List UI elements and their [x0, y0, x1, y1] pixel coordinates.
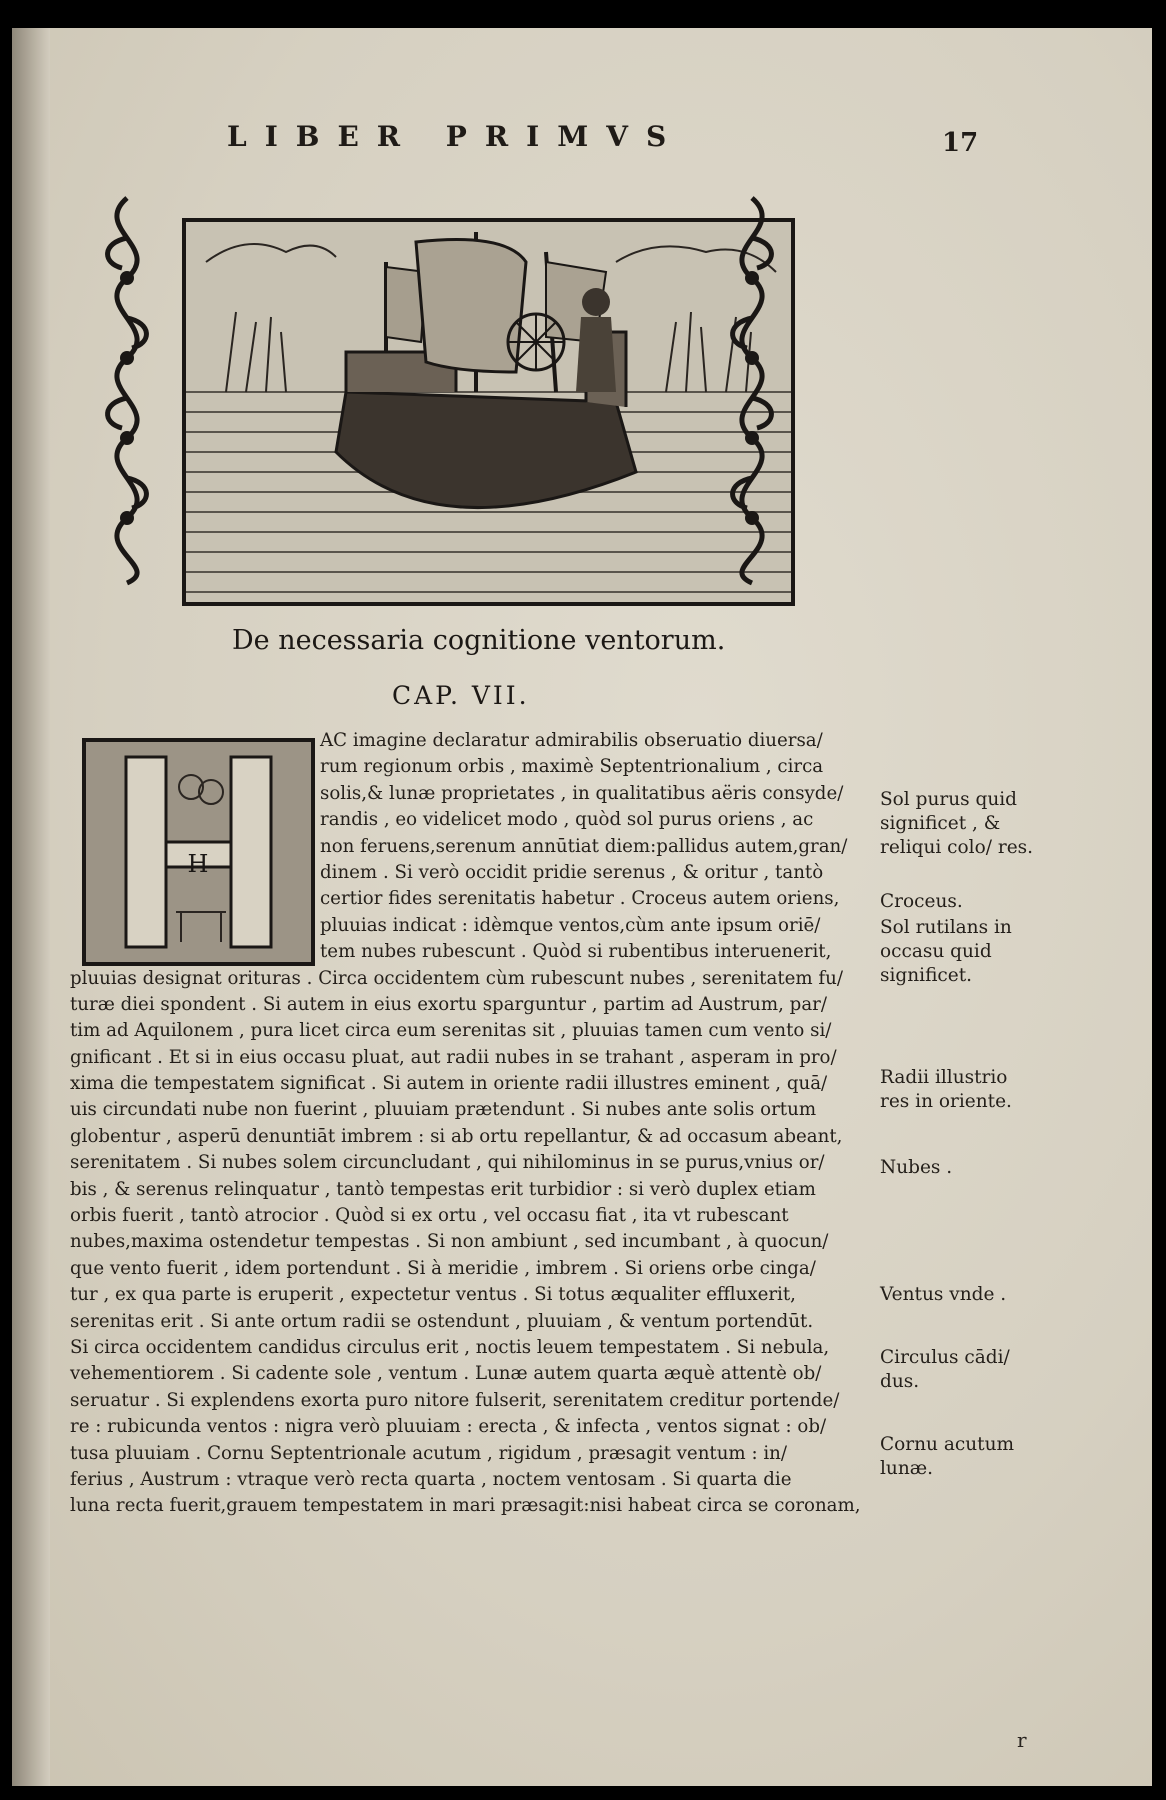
- text-line: serenitatem . Si nubes solem circuncludant , qui nihilominus in se purus,vnius or/: [70, 1152, 825, 1174]
- text-line: certior fides serenitatis habetur . Croceus autem oriens,: [320, 888, 840, 910]
- chapter-number: CAP. VII.: [392, 681, 530, 710]
- marginal-note: Circulus cādi/ dus.: [880, 1347, 1010, 1392]
- marginal-note: Ventus vnde .: [880, 1284, 1007, 1305]
- marginal-note: Sol purus quid significet , & reliqui colo/ res.: [880, 789, 1034, 858]
- text-line: gnificant . Et si in eius occasu pluat, aut radii nubes in se trahant , asperam in pro/: [70, 1046, 837, 1068]
- marginal-note: Cornu acutum lunæ.: [880, 1434, 1015, 1479]
- text-line: seruatur . Si explendens exorta puro nitore fulserit, serenitatem creditur portende/: [70, 1389, 840, 1411]
- text-line: tim ad Aquilonem , pura licet circa eum serenitas sit , pluuias tamen cum vento si/: [70, 1020, 832, 1042]
- text-line: luna recta fuerit,grauem tempestatem in mari præsagit:nisi habeat circa se coronam,: [70, 1495, 861, 1517]
- text-line: randis , eo videlicet modo , quòd sol purus oriens , ac: [320, 809, 814, 831]
- text-line: bis , & serenus relinquatur , tantò tempestas erit turbidior : si verò duplex etiam: [70, 1178, 816, 1200]
- marginal-note: Sol rutilans in occasu quid significet.: [880, 917, 1012, 986]
- text-line: dinem . Si verò occidit pridie serenus , & oritur , tantò: [320, 861, 824, 883]
- text-line: xima die tempestatem significat . Si autem in oriente radii illustres eminent , quā/: [70, 1073, 828, 1095]
- page-gutter: [12, 28, 50, 1786]
- body-text: [70, 728, 880, 1520]
- text-line: nubes,maxima ostendetur tempestas . Si non ambiunt , sed incumbant , à quocun/: [70, 1231, 829, 1253]
- text-line: globentur , asperū denuntiāt imbrem : si ab ortu repellantur, & ad occasum abeant,: [70, 1125, 843, 1147]
- text-line: vehementiorem . Si cadente sole , ventum . Lunæ autem quarta æquè attentè ob/: [70, 1363, 822, 1385]
- text-line: turæ diei spondent . Si autem in eius exortu sparguntur , partim ad Austrum, par/: [70, 993, 827, 1015]
- running-head: LIBER PRIMVS: [227, 120, 685, 153]
- right-ornament-border: [707, 188, 797, 588]
- marginal-note: Nubes .: [880, 1157, 953, 1178]
- left-ornament-border: [82, 188, 172, 588]
- text-line: non feruens,serenum annūtiat diem:pallidus autem,gran/: [320, 835, 848, 857]
- text-line: rum regionum orbis , maximè Septentrionalium , circa: [320, 756, 824, 778]
- ship-woodcut: [182, 218, 795, 606]
- text-line: tur , ex qua parte is eruperit , expectetur ventus . Si totus æqualiter effluxerit,: [70, 1284, 796, 1306]
- marginal-note: Radii illustrio res in oriente.: [880, 1067, 1012, 1112]
- woodcut-illustration: [82, 188, 802, 608]
- text-line: re : rubicunda ventos : nigra verò pluuiam : erecta , & infecta , ventos signat : ob/: [70, 1416, 827, 1438]
- text-line: orbis fuerit , tantò atrocior . Quòd si ex ortu , vel occasu fiat , ita vt rubescant: [70, 1205, 789, 1227]
- text-line: tem nubes rubescunt . Quòd si rubentibus interuenerit,: [320, 941, 832, 963]
- text-line: pluuias indicat : idèmque ventos,cùm ante ipsum oriē/: [320, 914, 821, 936]
- text-line: serenitas erit . Si ante ortum radii se ostendunt , pluuiam , & ventum portendūt.: [70, 1310, 814, 1332]
- book-page: [12, 28, 1152, 1786]
- text-line: pluuias designat orituras . Circa occidentem cùm rubescunt nubes , serenitatem fu/: [70, 967, 843, 989]
- initial-letter: H: [187, 850, 209, 878]
- text-line: que vento fuerit , idem portendunt . Si à meridie , imbrem . Si oriens orbe cinga/: [70, 1257, 816, 1279]
- folio-number: 17: [942, 128, 979, 158]
- text-line: uis circundati nube non fuerint , pluuiam prætendunt . Si nubes ante solis ortum: [70, 1099, 817, 1121]
- text-line: solis,& lunæ proprietates , in qualitatibus aëris consyde/: [320, 782, 844, 804]
- text-line: ferius , Austrum : vtraque verò recta quarta , noctem ventosam . Si quarta die: [70, 1468, 792, 1490]
- text-line: AC imagine declaratur admirabilis obseruatio diuersa/: [320, 730, 823, 751]
- text-line: tusa pluuiam . Cornu Septentrionale acutum , rigidum , præsagit ventum : in/: [70, 1442, 788, 1464]
- chapter-heading: De necessaria cognitione ventorum.: [232, 625, 726, 656]
- catchword: r: [1017, 1728, 1027, 1752]
- text-line: Si circa occidentem candidus circulus erit , noctis leuem tempestatem . Si nebula,: [70, 1336, 830, 1358]
- marginal-note: Croceus.: [880, 891, 963, 912]
